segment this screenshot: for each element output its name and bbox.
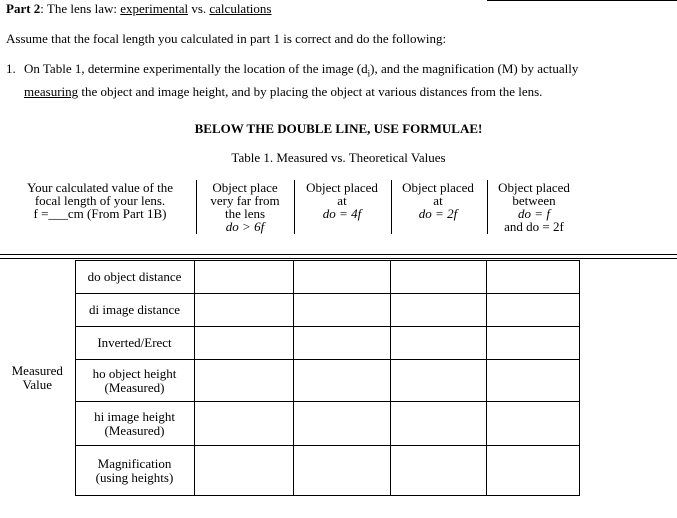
- table-cell[interactable]: [390, 261, 486, 294]
- table-cell[interactable]: [293, 294, 390, 327]
- heading-vs: vs.: [188, 1, 210, 16]
- top-rule: [487, 0, 677, 1]
- heading-experimental: experimental: [120, 1, 189, 16]
- col1-header: [199, 181, 291, 233]
- measured-table: [0, 260, 580, 496]
- table-cell[interactable]: [486, 360, 579, 402]
- table-cell[interactable]: [293, 261, 390, 294]
- item-text-after: the object and image height, and by placing the object at various distances from the lens.: [78, 83, 543, 99]
- focal-header-line: focal length of your lens.: [34, 193, 166, 208]
- row-label-line: Magnification: [97, 455, 172, 471]
- table-caption: Table 1. Measured vs. Theoretical Values: [231, 150, 446, 165]
- table-cell[interactable]: [486, 446, 579, 496]
- table-cell[interactable]: [194, 294, 293, 327]
- header-separator: [294, 180, 295, 234]
- table-cell[interactable]: [390, 294, 486, 327]
- table-cell[interactable]: [194, 402, 293, 446]
- row-label-object-height: [75, 360, 194, 402]
- table-cell[interactable]: [486, 327, 579, 360]
- row-label-magnification: [75, 446, 194, 496]
- measured-label: Measured: [11, 363, 63, 378]
- col1-header-line: very far from: [210, 193, 280, 208]
- row-label-line: Inverted/Erect: [97, 335, 172, 350]
- table-cell[interactable]: [194, 360, 293, 402]
- row-label-line: (Measured): [104, 379, 165, 395]
- row-label-line: (using heights): [95, 469, 174, 485]
- table-cell[interactable]: [390, 327, 486, 360]
- row-label-image-distance: [75, 294, 194, 327]
- col2-header: [296, 181, 388, 220]
- focal-header-line: f =___cm (From Part 1B): [33, 206, 167, 221]
- header-separator: [196, 180, 197, 234]
- col4-header-line: do = f: [518, 206, 550, 221]
- item-text-mid: ), and the magnification (M) by actually: [370, 61, 579, 76]
- col3-header-line: do = 2f: [418, 206, 458, 221]
- row-label-line: (Measured): [104, 422, 165, 438]
- table-cell[interactable]: [194, 327, 293, 360]
- intro-text: Assume that the focal length you calculated in part 1 is correct and do the following:: [6, 31, 447, 46]
- part-label: Part 2: [6, 1, 41, 16]
- measured-label-cell: [0, 261, 75, 496]
- item-text-before: On Table 1, determine experimentally the location of the image (d: [24, 61, 368, 76]
- focal-header-line: Your calculated value of the: [27, 180, 173, 195]
- row-label-line: hi image height: [94, 408, 175, 424]
- col4-header-line: Object placed: [498, 180, 570, 195]
- item-number: 1.: [6, 61, 16, 76]
- item-measuring: measuring: [24, 83, 79, 99]
- table-cell[interactable]: [194, 446, 293, 496]
- row-label-line: ho object height: [92, 365, 177, 381]
- table-cell[interactable]: [293, 360, 390, 402]
- row-label-line: do object distance: [87, 269, 182, 284]
- focal-length-header: [10, 181, 190, 220]
- row-label-inverted-erect: [75, 327, 194, 360]
- col1-header-line: Object place: [212, 180, 278, 195]
- table-cell[interactable]: [390, 446, 486, 496]
- col4-header-line: and do = 2f: [504, 219, 564, 234]
- double-line: [0, 254, 677, 259]
- col1-header-line: do > 6f: [225, 219, 265, 234]
- table-cell[interactable]: [194, 261, 293, 294]
- row-label-line: di image distance: [89, 302, 180, 317]
- item-body: [24, 60, 674, 100]
- measured-label: Value: [22, 377, 53, 392]
- table-cell[interactable]: [293, 327, 390, 360]
- part-heading: [6, 1, 271, 17]
- table-cell[interactable]: [293, 446, 390, 496]
- heading-title-prefix: : The lens law:: [40, 1, 121, 16]
- col2-header-line: at: [337, 193, 347, 208]
- col1-header-line: the lens: [224, 206, 266, 221]
- col2-header-line: Object placed: [306, 180, 378, 195]
- table-cell[interactable]: [486, 261, 579, 294]
- row-label-object-distance: [75, 261, 194, 294]
- row-label-image-height: [75, 402, 194, 446]
- heading-calculations: calculations: [209, 1, 272, 16]
- table-cell[interactable]: [390, 360, 486, 402]
- table-cell[interactable]: [293, 402, 390, 446]
- below-double-line-note: BELOW THE DOUBLE LINE, USE FORMULAE!: [194, 121, 483, 136]
- col2-header-line: do = 4f: [322, 206, 362, 221]
- col4-header: [488, 181, 580, 233]
- table-cell[interactable]: [486, 294, 579, 327]
- table-cell[interactable]: [390, 402, 486, 446]
- col3-header-line: at: [433, 193, 443, 208]
- col4-header-line: between: [512, 193, 556, 208]
- item-sub-i: i: [367, 68, 371, 79]
- col3-header: [392, 181, 484, 220]
- col3-header-line: Object placed: [402, 180, 474, 195]
- table-cell[interactable]: [486, 402, 579, 446]
